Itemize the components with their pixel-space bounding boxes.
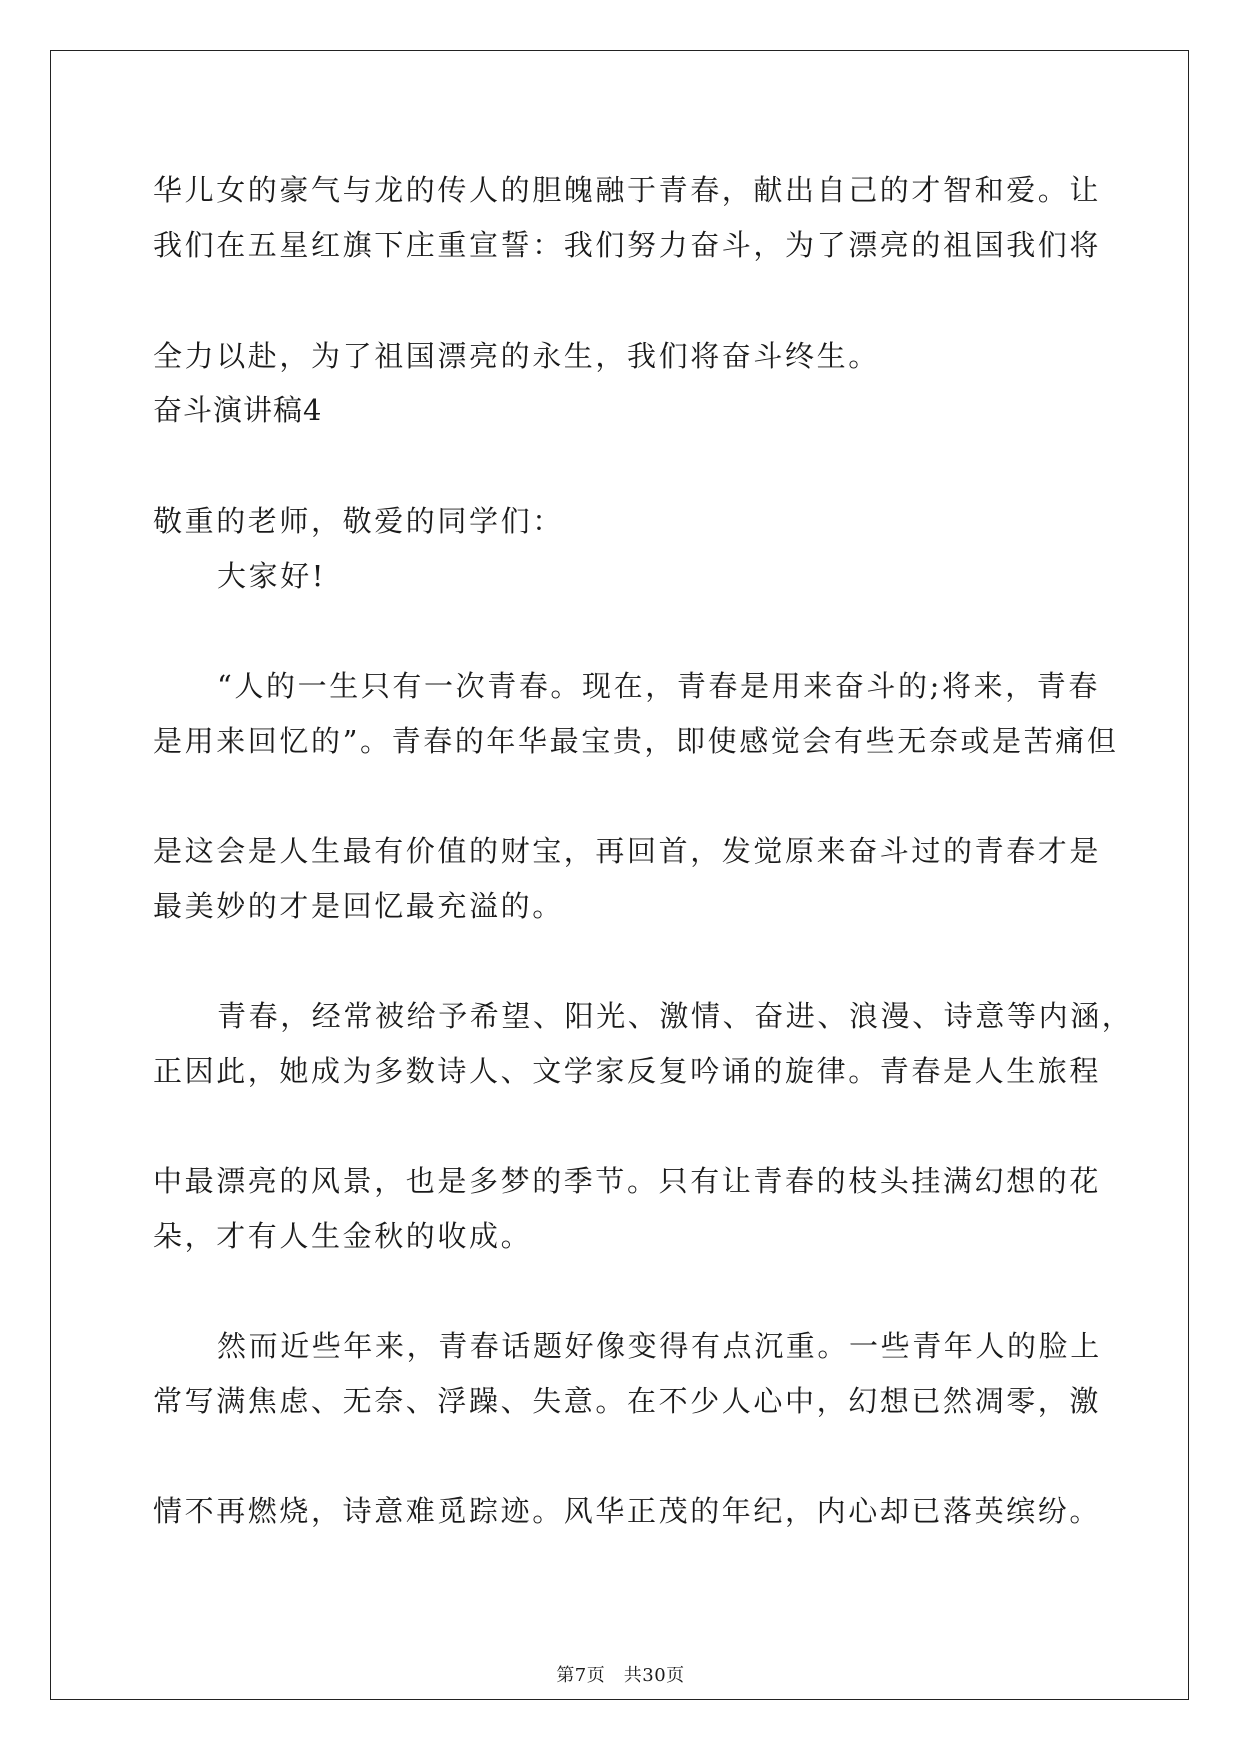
text-line: 华儿女的豪气与龙的传人的胆魄融于青春，献出自己的才智和爱。让 xyxy=(153,173,1102,207)
page-border xyxy=(50,50,1189,1700)
text-line: 中最漂亮的风景，也是多梦的季节。只有让青春的枝头挂满幻想的花 xyxy=(153,1164,1102,1198)
salutation: 敬重的老师，敬爱的同学们： xyxy=(153,504,564,538)
text-line: 然而近些年来，青春话题好像变得有点沉重。一些青年人的脸上 xyxy=(217,1329,1102,1363)
text-line: 青春，经常被给予希望、阳光、激情、奋进、浪漫、诗意等内涵， xyxy=(217,999,1134,1033)
page-number: 第7页 共30页 xyxy=(556,1665,685,1686)
section-heading: 奋斗演讲稿4 xyxy=(153,393,323,427)
text-line: 正因此，她成为多数诗人、文学家反复吟诵的旋律。青春是人生旅程 xyxy=(153,1054,1102,1088)
text-line: 是这会是人生最有价值的财宝，再回首，发觉原来奋斗过的青春才是 xyxy=(153,834,1102,868)
text-line: 情不再燃烧，诗意难觅踪迹。风华正茂的年纪，内心却已落英缤纷。 xyxy=(153,1494,1102,1528)
text-line: 我们在五星红旗下庄重宣誓：我们努力奋斗，为了漂亮的祖国我们将 xyxy=(153,228,1102,262)
text-line: 是用来回忆的”。青春的年华最宝贵，即使感觉会有些无奈或是苦痛但 xyxy=(153,724,1119,758)
greeting: 大家好! xyxy=(217,559,327,593)
text-line: 最美妙的才是回忆最充溢的。 xyxy=(153,889,564,923)
text-line: 朵，才有人生金秋的收成。 xyxy=(153,1219,533,1253)
text-line: 常写满焦虑、无奈、浮躁、失意。在不少人心中，幻想已然凋零，激 xyxy=(153,1384,1102,1418)
text-line: 全力以赴，为了祖国漂亮的永生，我们将奋斗终生。 xyxy=(153,339,880,373)
text-line: “人的一生只有一次青春。现在，青春是用来奋斗的;将来，青春 xyxy=(217,669,1100,703)
